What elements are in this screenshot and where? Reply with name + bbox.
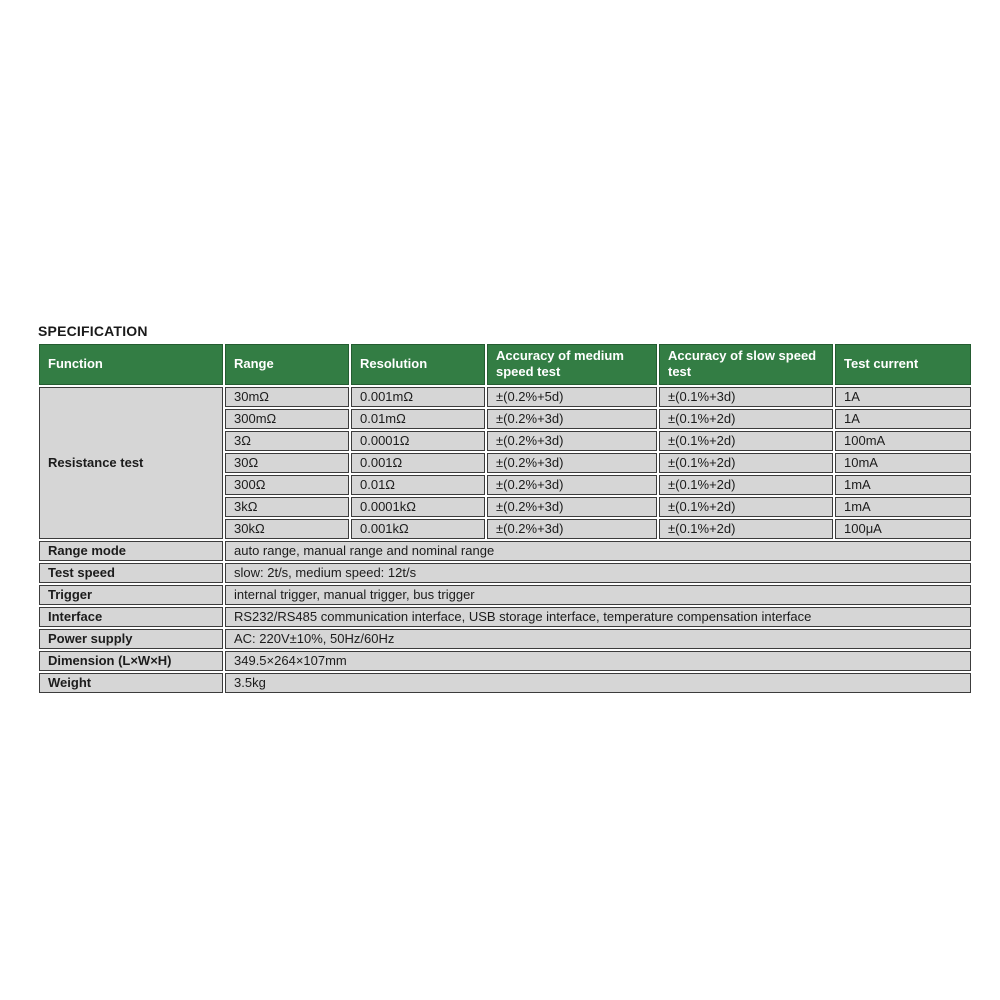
header-cell-acc-slow: Accuracy of slow speed test xyxy=(659,344,833,385)
spec-label-cell: Interface xyxy=(39,607,223,627)
spec-value-cell: slow: 2t/s, medium speed: 12t/s xyxy=(225,563,971,583)
acc-slow-cell: ±(0.1%+2d) xyxy=(659,475,833,495)
acc-medium-cell: ±(0.2%+3d) xyxy=(487,519,657,539)
resolution-cell: 0.001mΩ xyxy=(351,387,485,407)
resistance-row xyxy=(39,387,971,407)
spec-value-cell: auto range, manual range and nominal range xyxy=(225,541,971,561)
acc-slow-cell: ±(0.1%+2d) xyxy=(659,519,833,539)
range-cell: 30Ω xyxy=(225,453,349,473)
resolution-cell: 0.001Ω xyxy=(351,453,485,473)
header-cell-function: Function xyxy=(39,344,223,385)
test-current-cell: 1mA xyxy=(835,475,971,495)
spec-row xyxy=(39,563,971,583)
spec-label-cell: Trigger xyxy=(39,585,223,605)
acc-medium-cell: ±(0.2%+3d) xyxy=(487,475,657,495)
acc-medium-cell: ±(0.2%+3d) xyxy=(487,453,657,473)
spec-label-cell: Dimension (L×W×H) xyxy=(39,651,223,671)
acc-medium-cell: ±(0.2%+3d) xyxy=(487,431,657,451)
function-cell: Resistance test xyxy=(39,387,223,539)
header-cell-acc-medium: Accuracy of medium speed test xyxy=(487,344,657,385)
acc-slow-cell: ±(0.1%+3d) xyxy=(659,387,833,407)
spec-row xyxy=(39,673,971,693)
test-current-cell: 100μA xyxy=(835,519,971,539)
acc-medium-cell: ±(0.2%+3d) xyxy=(487,409,657,429)
range-cell: 300Ω xyxy=(225,475,349,495)
spec-value-cell: internal trigger, manual trigger, bus trigger xyxy=(225,585,971,605)
range-cell: 30kΩ xyxy=(225,519,349,539)
acc-slow-cell: ±(0.1%+2d) xyxy=(659,497,833,517)
acc-slow-cell: ±(0.1%+2d) xyxy=(659,409,833,429)
spec-label-cell: Weight xyxy=(39,673,223,693)
spec-label-cell: Test speed xyxy=(39,563,223,583)
table-header-row xyxy=(39,344,971,385)
acc-slow-cell: ±(0.1%+2d) xyxy=(659,431,833,451)
range-cell: 300mΩ xyxy=(225,409,349,429)
acc-slow-cell: ±(0.1%+2d) xyxy=(659,453,833,473)
acc-medium-cell: ±(0.2%+3d) xyxy=(487,497,657,517)
header-cell-range: Range xyxy=(225,344,349,385)
spec-value-cell: RS232/RS485 communication interface, USB storage interface, temperature compensation interface xyxy=(225,607,971,627)
resolution-cell: 0.01Ω xyxy=(351,475,485,495)
resolution-cell: 0.01mΩ xyxy=(351,409,485,429)
spec-value-cell: 349.5×264×107mm xyxy=(225,651,971,671)
spec-row xyxy=(39,629,971,649)
spec-row xyxy=(39,541,971,561)
range-cell: 3kΩ xyxy=(225,497,349,517)
resolution-cell: 0.0001kΩ xyxy=(351,497,485,517)
spec-value-cell: 3.5kg xyxy=(225,673,971,693)
spec-label-cell: Power supply xyxy=(39,629,223,649)
test-current-cell: 1A xyxy=(835,387,971,407)
resolution-cell: 0.001kΩ xyxy=(351,519,485,539)
header-cell-resolution: Resolution xyxy=(351,344,485,385)
spec-row xyxy=(39,585,971,605)
acc-medium-cell: ±(0.2%+5d) xyxy=(487,387,657,407)
range-cell: 30mΩ xyxy=(225,387,349,407)
test-current-cell: 100mA xyxy=(835,431,971,451)
resolution-cell: 0.0001Ω xyxy=(351,431,485,451)
specification-table xyxy=(37,342,973,695)
spec-row xyxy=(39,607,971,627)
spec-value-cell: AC: 220V±10%, 50Hz/60Hz xyxy=(225,629,971,649)
test-current-cell: 1mA xyxy=(835,497,971,517)
test-current-cell: 10mA xyxy=(835,453,971,473)
test-current-cell: 1A xyxy=(835,409,971,429)
spec-label-cell: Range mode xyxy=(39,541,223,561)
specification-title: SPECIFICATION xyxy=(38,323,148,339)
range-cell: 3Ω xyxy=(225,431,349,451)
header-cell-current: Test current xyxy=(835,344,971,385)
spec-row xyxy=(39,651,971,671)
